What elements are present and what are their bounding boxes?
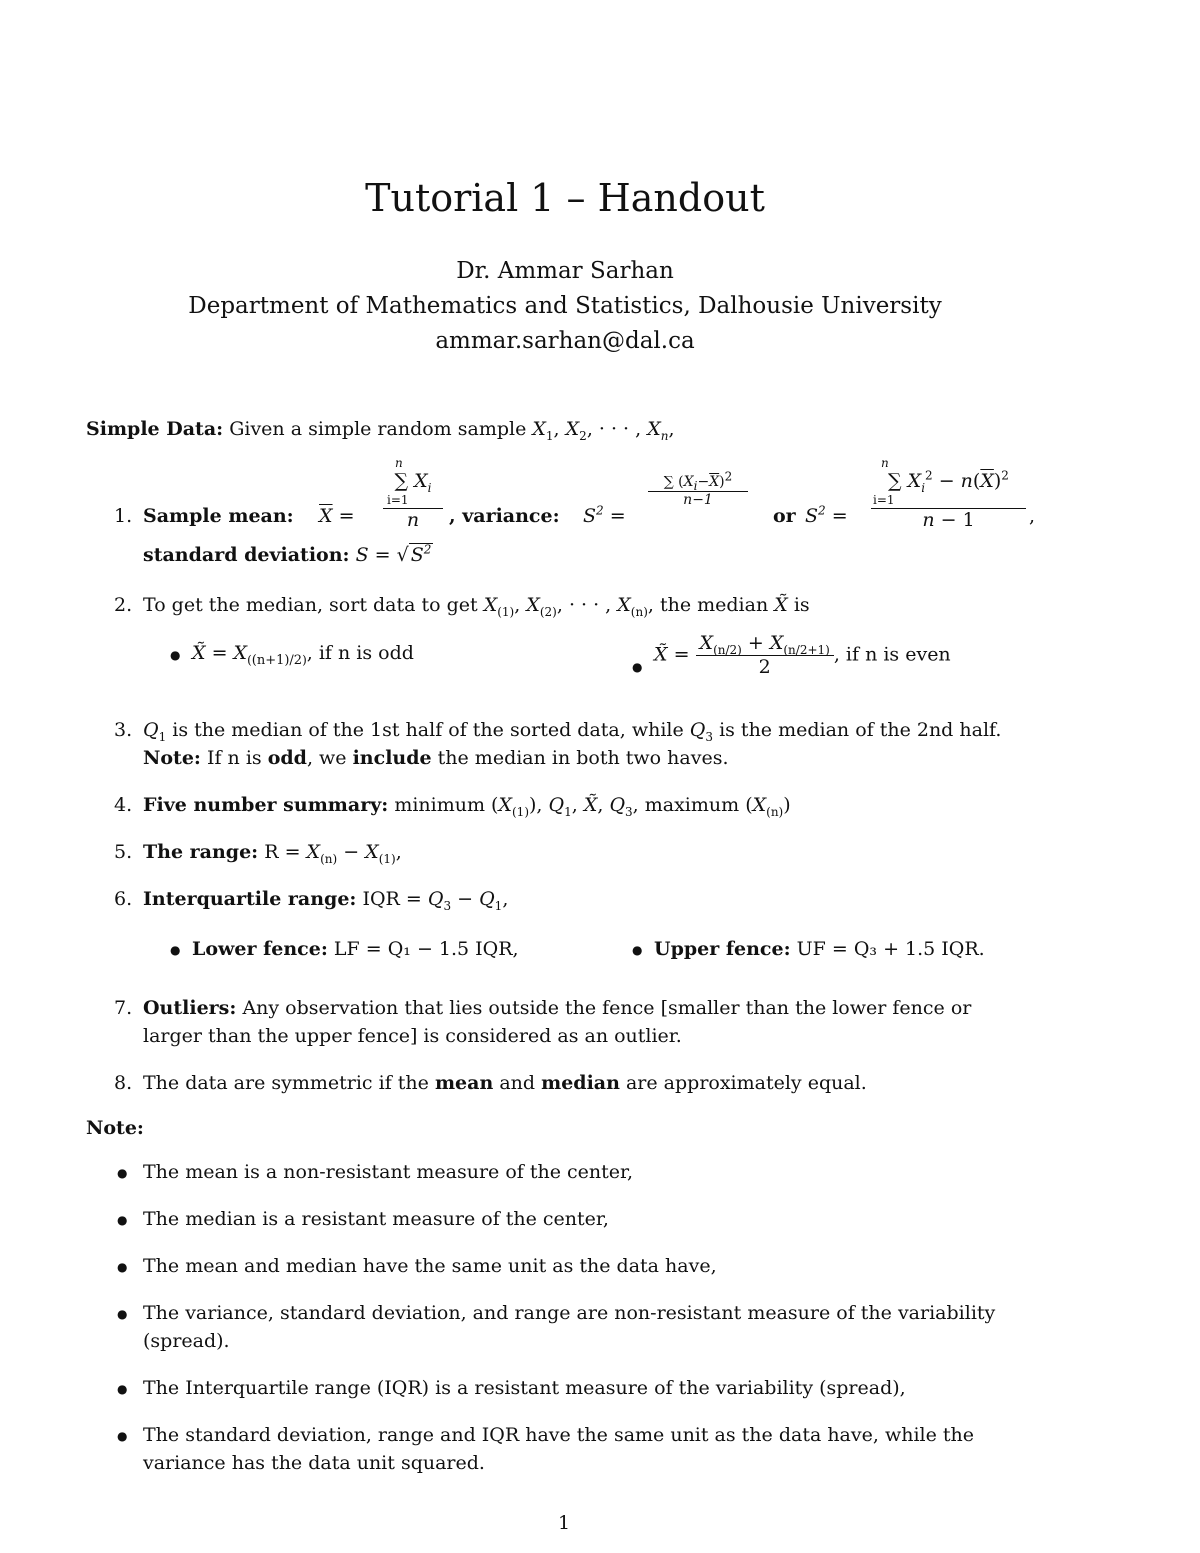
symmetric-text-1: The data are symmetric if the bbox=[143, 1072, 429, 1094]
quartile-line: $Q_1$ is the median of the 1st half of the sorted data, while $Q_3$ is the median of the 2nd half. bbox=[143, 719, 1002, 744]
median-even: X̃ = $\frac{X_{(n/2)} + X_{(n/2+1)}}{2}$ , if n is even bbox=[654, 632, 951, 678]
item-2-number: 2. bbox=[114, 594, 133, 616]
bullet-dot: ● bbox=[117, 1260, 128, 1274]
document-page: Tutorial 1 – Handout Dr. Ammar Sarhan Department of Mathematics and Statistics, Dalhousie University ammar.sarhan@dal.ca Simple Data: Given a simple random sample $X_1$, $X_2$, · · · , $X_n$, 1. Sample mean: $\overline{X}$ = n ∑ $X_i$ i=1 n , variance: $S^2$ = ∑ $(X_i-\overline{X})^2$ n−1 or $S^2$ = n ∑ $X_i^2 - n(\overline{X})^2$ i=1 n − 1 , standard deviation: S = √ $S^2$ 2. To get the median, sort data to get $X_{(1)}$, $X_{(2)}$, · · · , $X_{(n)}$, the median X̃ is ● X̃ = $X_{((n+1)/2)}$, if n is odd ● X̃ = $\frac{X_{(n/2)} + X_{(n/2+1)}}{2}$ , if n is even 3. $Q_1$ is the median of the 1st half of the sorted data, while $Q_3$ is the median of the 2nd half. Note: If n is odd, we include the median in both two haves. 4. Five number summary: minimum $(X_{(1)})$, $Q_1$, X̃, $Q_3$, maximum $(X_{(n)})$ 5. The range: $R = X_{(n)} - X_{(1)}$, 6. Interquartile range: IQR = $Q_3 - Q_1$, ● Lower fence: LF = Q₁ − 1.5 IQR, ● Upper fence: UF = Q₃ + 1.5 IQR. 7. Outliers: Any observation that lies outside the fence [smaller than the lower fence or larger than the upper fence] is considered as an outlier. 8. The data are symmetric if the mean and median are approximately equal. Note: ● The mean is a non-resistant measure of the center, ● The median is a resistant measure of the center, ● The mean and median have the same unit as the data have, ● The variance, standard deviation, and range are non-resistant measure of the variability (spread). ● The Interquartile range (IQR) is a resistant measure of the variability (spread), ● The standard deviation, range and IQR have the same unit as the data have, while the variance has the data unit squared. 1 bbox=[0, 0, 1200, 1553]
range-line: The range: $R = X_{(n)} - X_{(1)}$, bbox=[143, 841, 402, 866]
median-text: To get the median, sort data to get bbox=[143, 594, 478, 616]
item-3-number: 3. bbox=[114, 719, 133, 741]
bullet-dot: ● bbox=[117, 1429, 128, 1443]
author-name: Dr. Ammar Sarhan bbox=[456, 258, 674, 284]
note-bullet-3: The mean and median have the same unit as the data have, bbox=[143, 1255, 717, 1277]
q-text-2: is the median of the 2nd half. bbox=[719, 719, 1002, 741]
lower-fence bbox=[192, 938, 519, 961]
or-word: or bbox=[773, 505, 796, 527]
mean-label: Sample mean: bbox=[143, 505, 294, 527]
note-text-1: If n is bbox=[206, 747, 262, 769]
median-tail: , the median bbox=[647, 594, 769, 616]
sd-line: standard deviation: S = √ $S^2$ bbox=[143, 542, 432, 566]
bullet-dot: ● bbox=[632, 660, 643, 674]
note-bullet-4b: (spread). bbox=[143, 1330, 230, 1352]
q-text: is the median of the 1st half of the sorted data, while bbox=[172, 719, 684, 741]
simple-data-text: Given a simple random sample bbox=[229, 418, 527, 440]
odd-text: , if n is odd bbox=[306, 642, 414, 664]
median-is: is bbox=[793, 594, 810, 616]
bullet-dot: ● bbox=[117, 1307, 128, 1321]
item-5-number: 5. bbox=[114, 841, 133, 863]
item-8-number: 8. bbox=[114, 1072, 133, 1094]
bullet-dot: ● bbox=[170, 648, 181, 662]
symmetric-text-2: are approximately equal. bbox=[625, 1072, 867, 1094]
outliers-label: Outliers: bbox=[143, 997, 237, 1019]
upper-fence-text: UF = Q₃ + 1.5 IQR. bbox=[796, 938, 985, 960]
five-number-max: maximum bbox=[644, 794, 740, 816]
and-word: and bbox=[499, 1072, 536, 1094]
bullet-dot: ● bbox=[117, 1166, 128, 1180]
odd-word: odd bbox=[267, 747, 307, 769]
median-odd: X̃ = $X_{((n+1)/2)}$, if n is odd bbox=[192, 642, 414, 668]
iqr-line: Interquartile range: IQR = $Q_3 - Q_1$, bbox=[143, 888, 509, 913]
mean-word: mean bbox=[434, 1072, 494, 1094]
note-bullet-5: The Interquartile range (IQR) is a resistant measure of the variability (spread), bbox=[143, 1377, 906, 1399]
variance-label: , variance: bbox=[449, 505, 560, 527]
item-4-number: 4. bbox=[114, 794, 133, 816]
median-word: median bbox=[541, 1072, 620, 1094]
department: Department of Mathematics and Statistics, Dalhousie University bbox=[188, 293, 942, 319]
simple-data-label: Simple Data: bbox=[86, 418, 224, 440]
iqr-label: Interquartile range: bbox=[143, 888, 357, 910]
note-heading: Note: bbox=[86, 1117, 144, 1139]
note-text-2: , we bbox=[306, 747, 347, 769]
outliers-text-1: Any observation that lies outside the fence [smaller than the lower fence or bbox=[242, 997, 972, 1019]
bullet-dot: ● bbox=[170, 943, 181, 957]
include-word: include bbox=[352, 747, 432, 769]
outliers-line-2: larger than the upper fence] is considered as an outlier. bbox=[143, 1025, 682, 1047]
page-number: 1 bbox=[558, 1512, 571, 1534]
note-text-3: the median in both two haves. bbox=[437, 747, 729, 769]
note-label: Note: bbox=[143, 747, 201, 769]
item-1-number: 1. bbox=[114, 505, 133, 527]
note-bullet-1: The mean is a non-resistant measure of the center, bbox=[143, 1161, 634, 1183]
bullet-dot: ● bbox=[632, 943, 643, 957]
upper-fence bbox=[654, 938, 985, 961]
lower-fence-text: LF = Q₁ − 1.5 IQR, bbox=[333, 938, 519, 960]
range-label: The range: bbox=[143, 841, 259, 863]
five-number-line: Five number summary: minimum $(X_{(1)})$, $Q_1$, X̃, $Q_3$, maximum $(X_{(n)})$ bbox=[143, 794, 791, 819]
bullet-dot: ● bbox=[117, 1382, 128, 1396]
note-bullet-6b: variance has the data unit squared. bbox=[143, 1452, 485, 1474]
five-number-text: minimum bbox=[394, 794, 486, 816]
lower-fence-label: Lower fence: bbox=[192, 938, 328, 960]
symmetric-line bbox=[143, 1072, 867, 1095]
bullet-dot: ● bbox=[117, 1213, 128, 1227]
note-bullet-2: The median is a resistant measure of the center, bbox=[143, 1208, 609, 1230]
simple-data-line: Simple Data: Given a simple random sample $X_1$, $X_2$, · · · , $X_n$, bbox=[86, 418, 675, 443]
median-line: To get the median, sort data to get $X_{(1)}$, $X_{(2)}$, · · · , $X_{(n)}$, the median X̃ is bbox=[143, 594, 810, 619]
author-email: ammar.sarhan@dal.ca bbox=[435, 328, 695, 354]
item-6-number: 6. bbox=[114, 888, 133, 910]
sd-label: standard deviation: bbox=[143, 544, 350, 566]
five-number-label: Five number summary: bbox=[143, 794, 389, 816]
note-bullet-6a: The standard deviation, range and IQR have the same unit as the data have, while the bbox=[143, 1424, 974, 1446]
note-bullet-4a: The variance, standard deviation, and range are non-resistant measure of the variability bbox=[143, 1302, 996, 1324]
quartile-note bbox=[143, 747, 729, 770]
upper-fence-label: Upper fence: bbox=[654, 938, 791, 960]
outliers-line-1 bbox=[143, 997, 971, 1020]
even-text: , if n is even bbox=[833, 643, 951, 666]
item-7-number: 7. bbox=[114, 997, 133, 1019]
page-title: Tutorial 1 – Handout bbox=[365, 176, 765, 220]
